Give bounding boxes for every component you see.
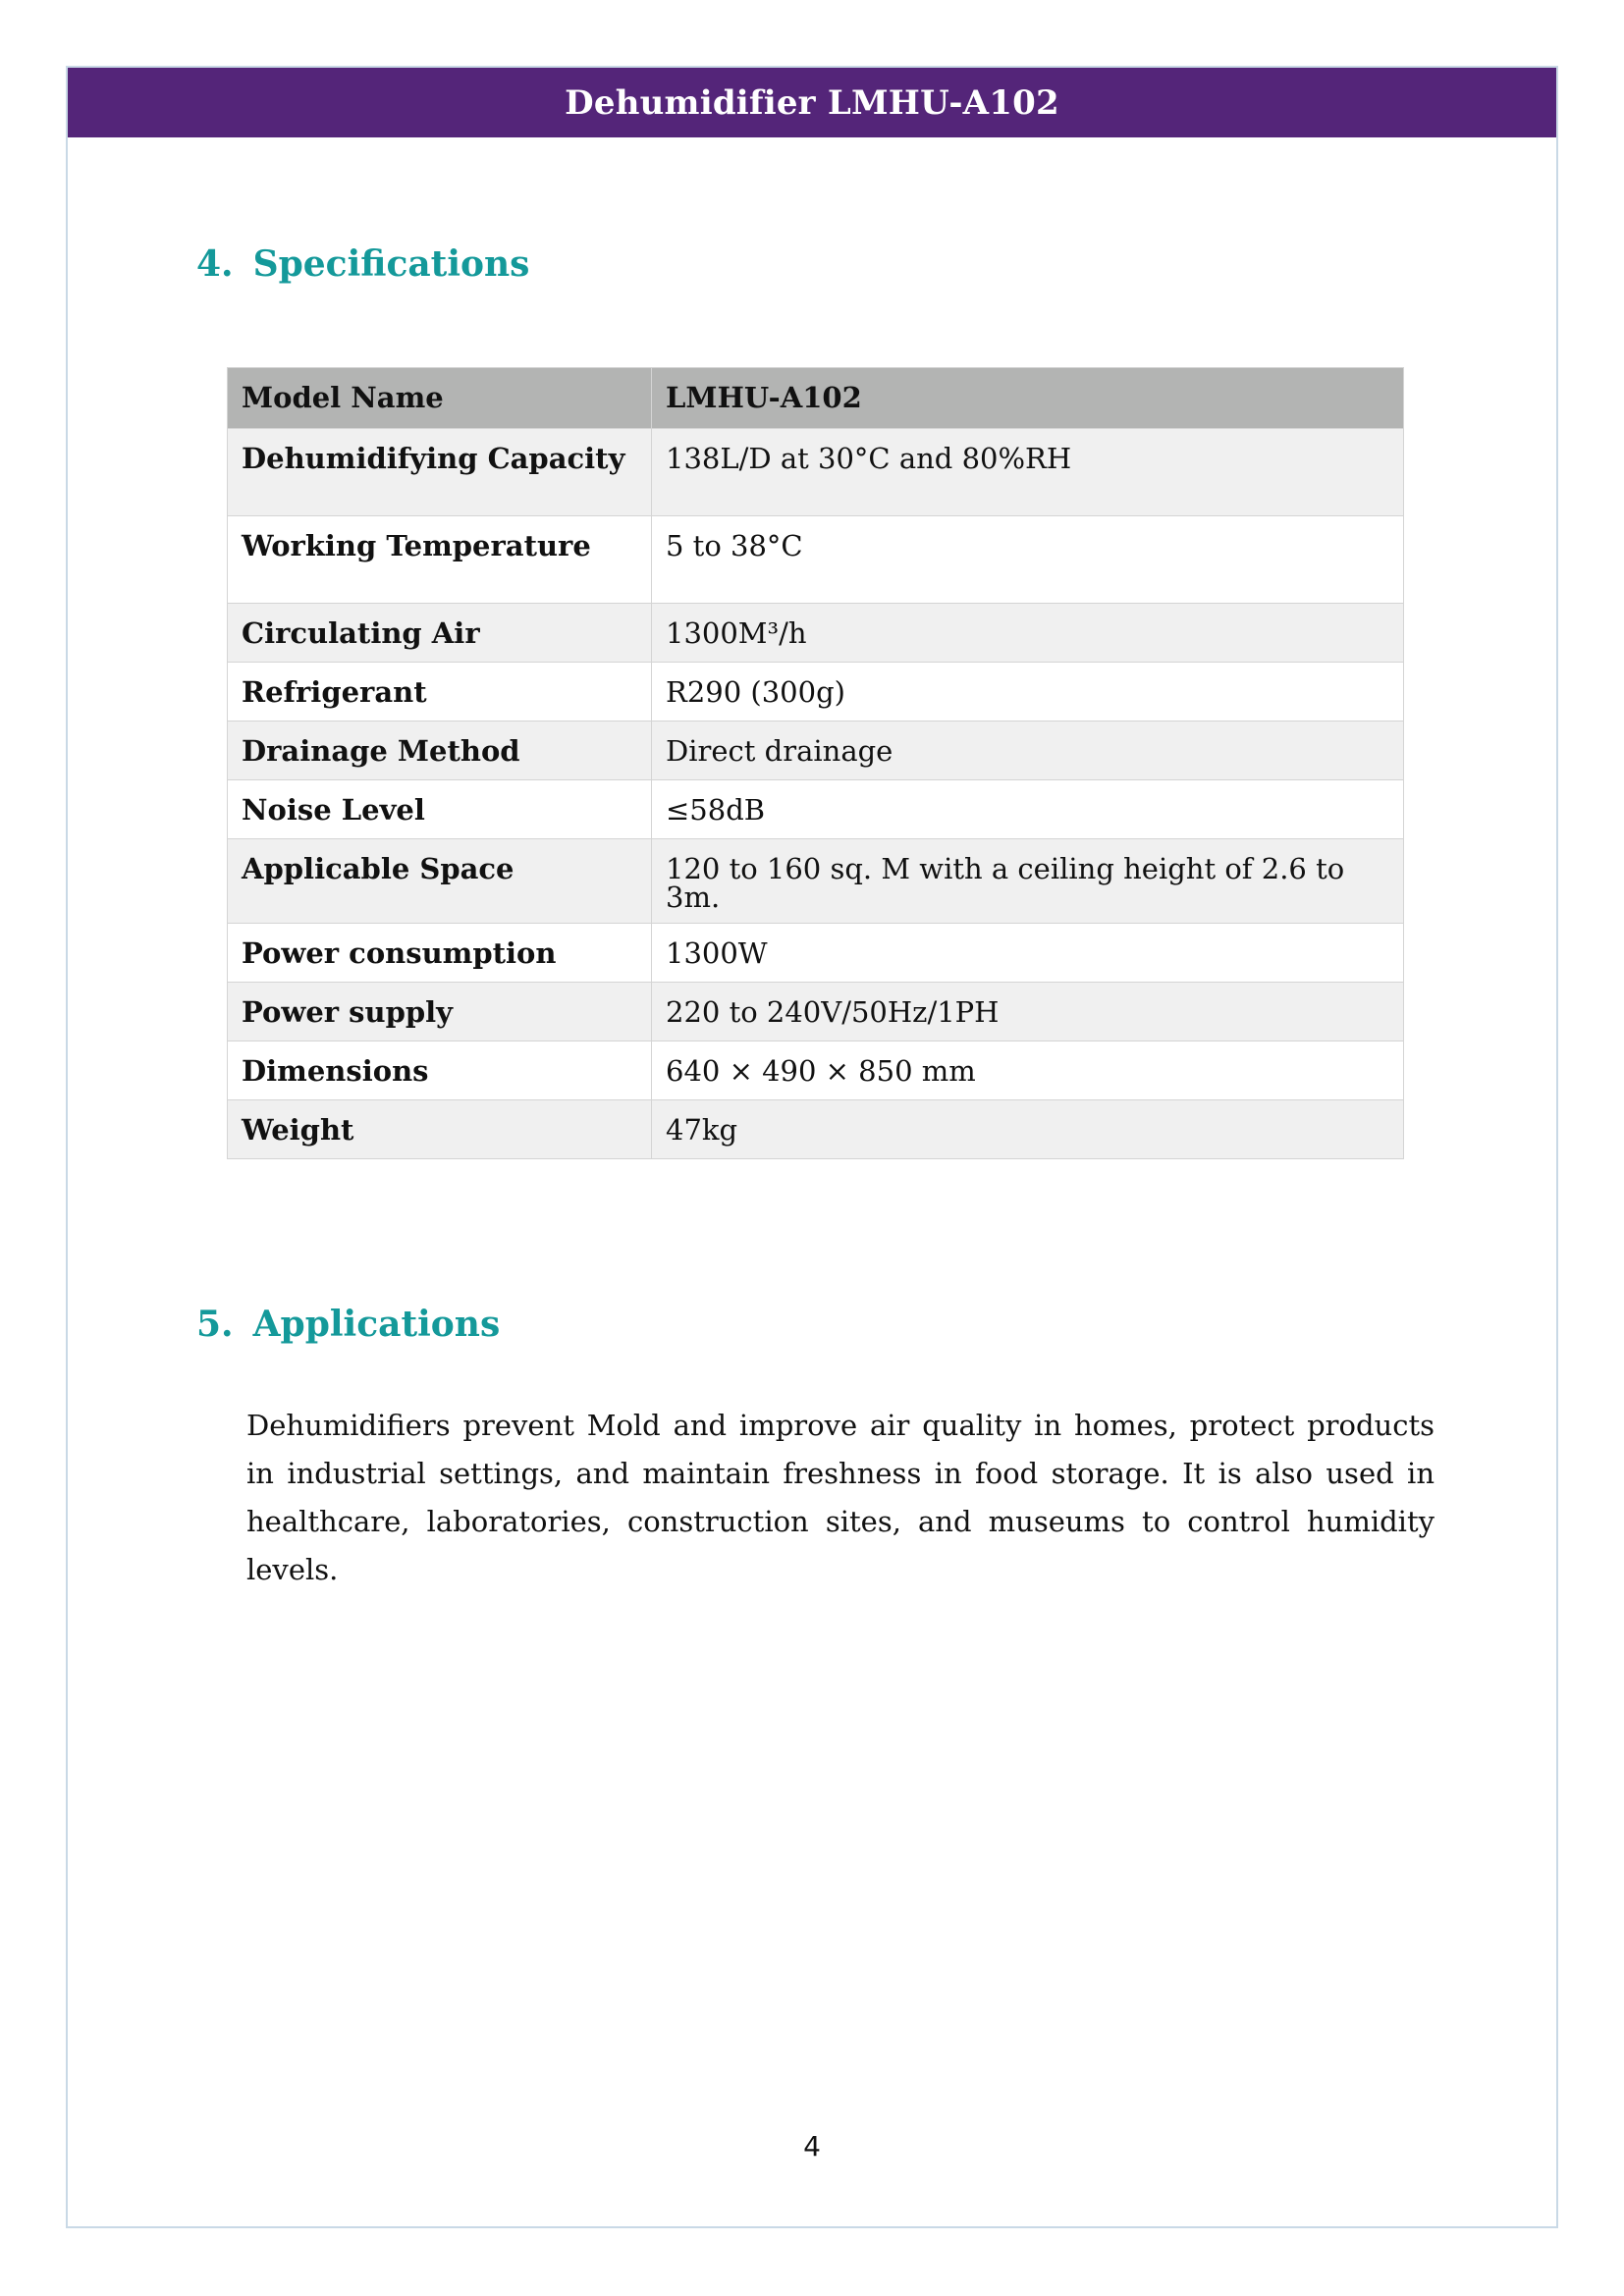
section-number: 4.: [196, 243, 234, 285]
specifications-heading: [196, 243, 529, 285]
document-title: Dehumidifier LMHU-A102: [565, 82, 1059, 123]
table-row: [228, 663, 1404, 721]
spec-value: ≤58dB: [652, 780, 1404, 839]
section-number: 5.: [196, 1304, 234, 1345]
spec-label: Working Temperature: [228, 516, 652, 604]
table-row: [228, 1100, 1404, 1159]
applications-paragraph: Dehumidifiers prevent Mold and improve air quality in homes, protect products in industrial settings, and maintain freshness in food storage. It is also used in healthcare, laboratories, construction sites, and museums to control humidity levels.: [246, 1409, 1435, 1586]
spec-label: Power supply: [228, 983, 652, 1041]
spec-label: Circulating Air: [228, 604, 652, 663]
spec-label: Dehumidifying Capacity: [228, 429, 652, 516]
table-row: [228, 983, 1404, 1041]
spec-label: Noise Level: [228, 780, 652, 839]
document-header: [68, 68, 1556, 137]
spec-value: 120 to 160 sq. M with a ceiling height of 2.6 to 3m.: [652, 839, 1404, 924]
table-header-row: [228, 368, 1404, 429]
spec-value: 5 to 38°C: [652, 516, 1404, 604]
section-title: Specifications: [252, 243, 530, 285]
spec-value: 1300W: [652, 924, 1404, 983]
spec-label: Weight: [228, 1100, 652, 1159]
applications-heading: [196, 1304, 500, 1345]
column-header: Model Name: [228, 368, 652, 429]
page-number: 4: [803, 2130, 821, 2163]
spec-value: 1300M³/h: [652, 604, 1404, 663]
table-row: [228, 839, 1404, 924]
section-title: Applications: [252, 1304, 501, 1345]
column-header: LMHU-A102: [652, 368, 1404, 429]
spec-label: Drainage Method: [228, 721, 652, 780]
table-row: [228, 429, 1404, 516]
table-row: [228, 721, 1404, 780]
spec-value: 47kg: [652, 1100, 1404, 1159]
spec-value: 640 × 490 × 850 mm: [652, 1041, 1404, 1100]
table-row: [228, 924, 1404, 983]
spec-label: Power consumption: [228, 924, 652, 983]
table-row: [228, 516, 1404, 604]
specifications-table: [227, 367, 1404, 1159]
spec-value: Direct drainage: [652, 721, 1404, 780]
spec-value: 220 to 240V/50Hz/1PH: [652, 983, 1404, 1041]
spec-value: 138L/D at 30°C and 80%RH: [652, 429, 1404, 516]
table-row: [228, 1041, 1404, 1100]
spec-label: Refrigerant: [228, 663, 652, 721]
table-row: [228, 780, 1404, 839]
table-row: [228, 604, 1404, 663]
spec-value: R290 (300g): [652, 663, 1404, 721]
spec-label: Dimensions: [228, 1041, 652, 1100]
spec-label: Applicable Space: [228, 839, 652, 924]
